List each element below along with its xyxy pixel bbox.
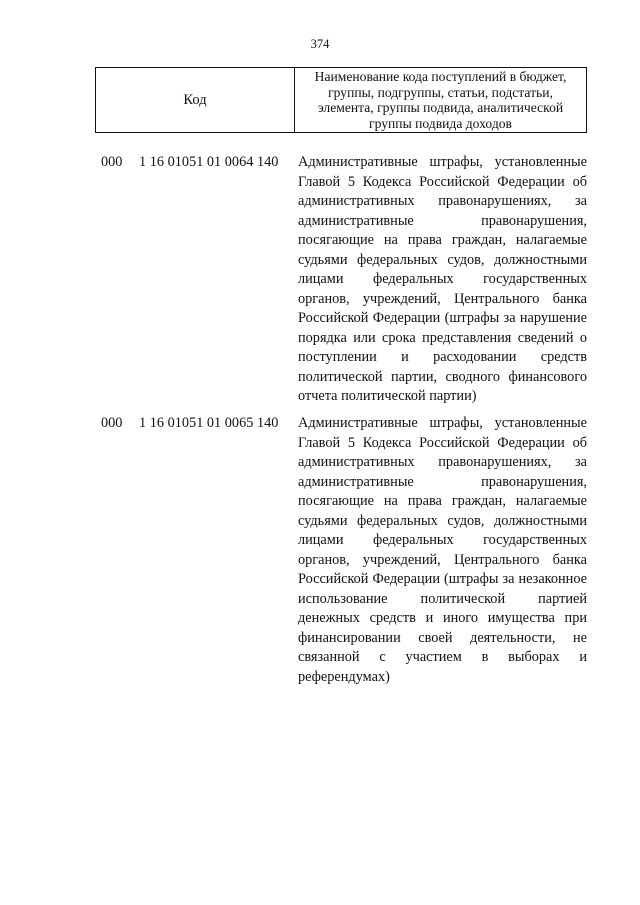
- header-code-cell: Код: [96, 68, 295, 132]
- header-name-cell: Наименование кода поступлений в бюджет, группы, подгруппы, статьи, подстатьи, элемента, группы подвида, аналитической группы подвида доходов: [314, 69, 567, 131]
- revenue-description: Административные штрафы, установленные Главой 5 Кодекса Российской Федерации об административных правонарушениях, за административные правонарушения, посягающие на права граждан, налагаемые судьями федеральных судов, должностными лицами федеральных государственных органов, учреждений, Центрального банка Российской Федерации (штрафы за незаконное использование политической партией денежных средств и иного имущества при финансировании своей деятельности, не связанной с участием в выборах и референдумах): [298, 415, 587, 685]
- revenue-code: 1 16 01051 01 0064 140: [139, 154, 279, 170]
- table-header: [95, 67, 587, 133]
- admin-code: 000: [101, 154, 123, 170]
- revenue-description: Административные штрафы, установленные Главой 5 Кодекса Российской Федерации об административных правонарушениях, за административные правонарушения, посягающие на права граждан, налагаемые судьями федеральных судов, должностными лицами федеральных государственных органов, учреждений, Центрального банка Российской Федерации (штрафы за нарушение порядка или срока представления сведений о поступлении и расходовании средств политической партии, сводного финансового отчета политической партии): [298, 154, 587, 404]
- page-number: 374: [310, 37, 330, 51]
- admin-code: 000: [101, 415, 123, 431]
- revenue-code: 1 16 01051 01 0065 140: [139, 415, 279, 431]
